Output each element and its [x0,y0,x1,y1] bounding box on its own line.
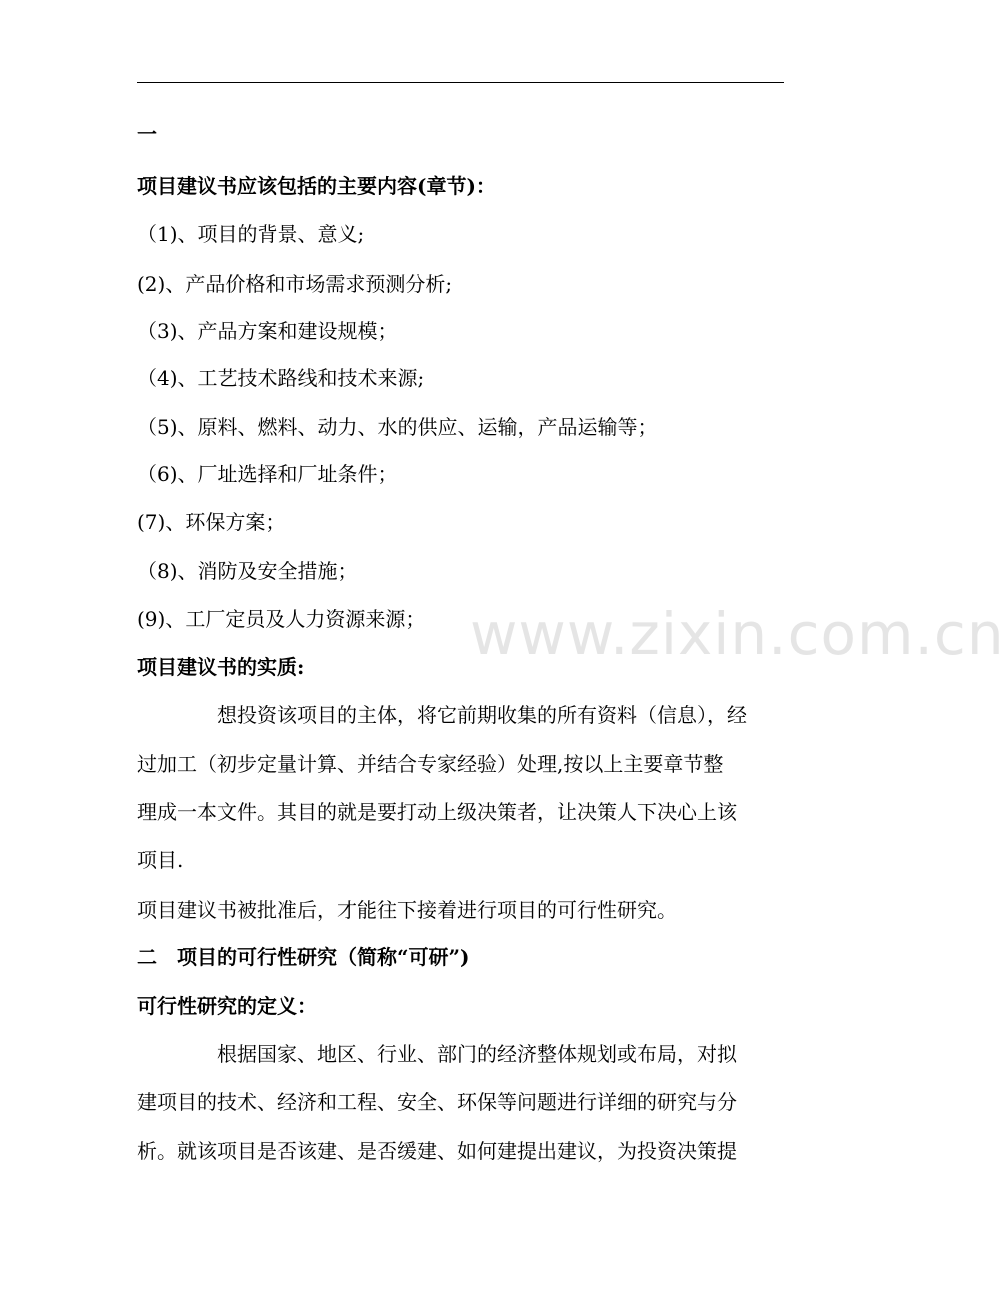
list-item: （4)、工艺技术路线和技术来源; [137,366,425,390]
feasibility-study-heading: 二 项目的可行性研究（简称“可研”) [137,945,470,969]
list-item: （1)、项目的背景、意义; [137,222,365,246]
after-approval-text: 项目建议书被批准后，才能往下接着进行项目的可行性研究。 [137,898,677,922]
essence-paragraph-line: 过加工（初步定量计算、并结合专家经验）处理,按以上主要章节整 [137,752,724,776]
list-item: （5)、原料、燃料、动力、水的供应、运输，产品运输等； [137,415,658,439]
feasibility-definition-heading: 可行性研究的定义： [137,994,317,1018]
essence-paragraph-line: 想投资该项目的主体，将它前期收集的所有资料（信息），经 [217,703,747,727]
definition-paragraph-line: 根据国家、地区、行业、部门的经济整体规划或布局，对拟 [217,1042,737,1066]
list-item: （6)、厂址选择和厂址条件； [137,462,398,486]
list-item: （3)、产品方案和建设规模； [137,319,398,343]
essence-paragraph-line: 项目. [137,848,184,872]
section-number-one: 一 [137,122,157,146]
header-rule [137,82,784,83]
site-watermark: www.zixin.com.cn [470,600,1005,668]
list-item: (9)、工厂定员及人力资源来源； [137,607,426,631]
proposal-contents-heading: 项目建议书应该包括的主要内容(章节)： [137,174,496,198]
list-item: (7)、环保方案； [137,510,286,534]
proposal-essence-heading: 项目建议书的实质: [137,655,305,679]
list-item: (2)、产品价格和市场需求预测分析; [137,272,453,296]
list-item: （8)、消防及安全措施； [137,559,358,583]
definition-paragraph-line: 析。就该项目是否该建、是否缓建、如何建提出建议，为投资决策提 [137,1139,737,1163]
definition-paragraph-line: 建项目的技术、经济和工程、安全、环保等问题进行详细的研究与分 [137,1090,737,1114]
essence-paragraph-line: 理成一本文件。其目的就是要打动上级决策者，让决策人下决心上该 [137,800,737,824]
